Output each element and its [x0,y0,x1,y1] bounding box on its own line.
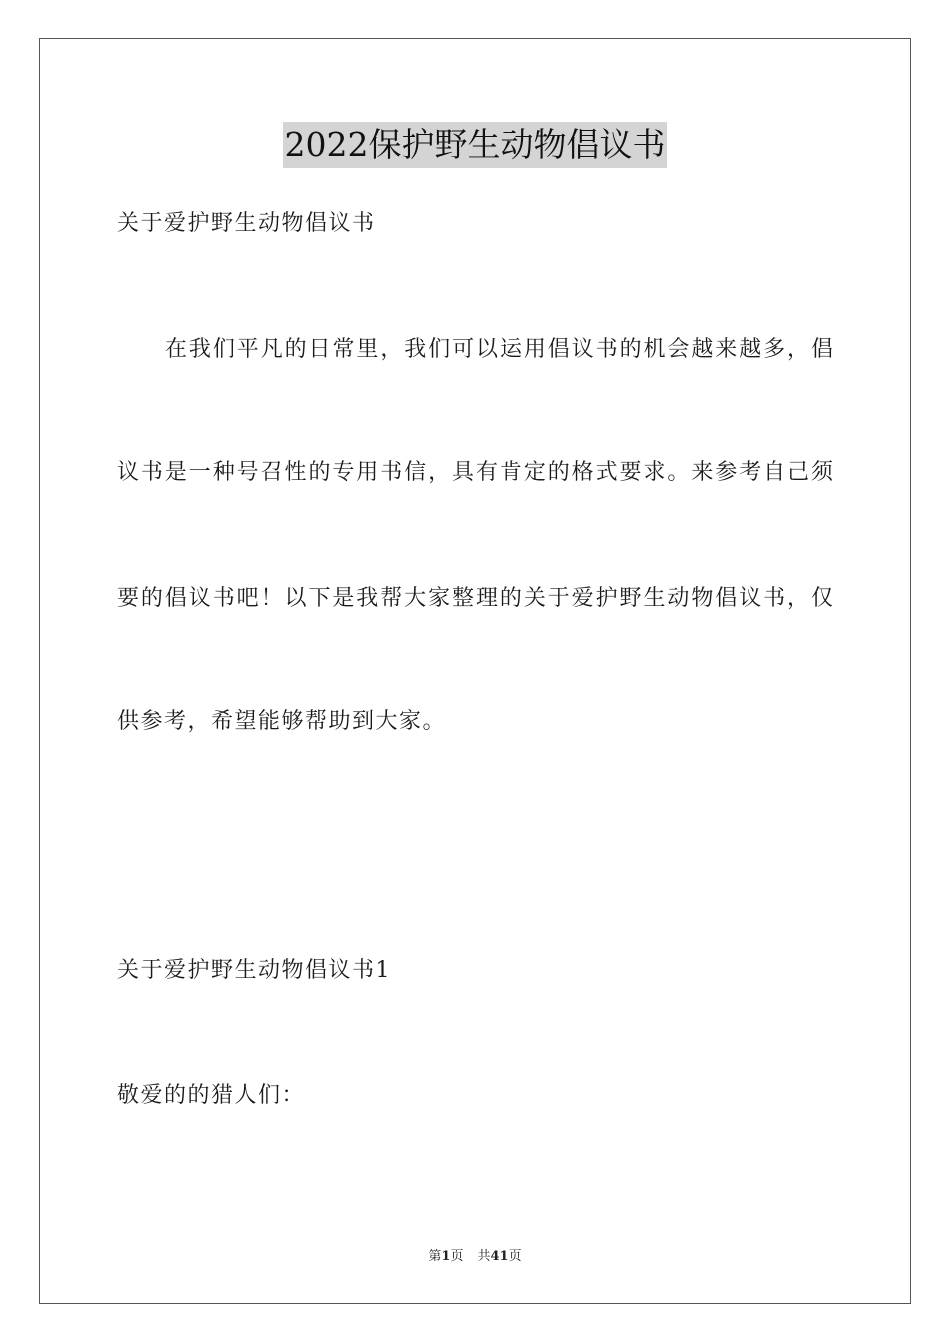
footer-total-prefix: 共 [477,1249,491,1264]
footer-total-suffix: 页 [508,1249,522,1264]
document-title: 2022保护野生动物倡议书 [283,122,668,168]
footer-page-number: 1 [441,1249,451,1264]
intro-line-2: 议书是一种号召性的专用书信，具有肯定的格式要求。来参考自己须 [117,460,833,485]
title-container [0,122,950,168]
footer-total-pages: 41 [490,1249,509,1264]
intro-line-4: 供参考，希望能够帮助到大家。 [117,709,447,734]
section-heading: 关于爱护野生动物倡议书1 [117,958,391,983]
footer-page-suffix: 页 [450,1249,464,1264]
salutation: 敬爱的的猎人们： [117,1083,306,1108]
intro-line-1: 在我们平凡的日常里，我们可以运用倡议书的机会越来越多，倡 [165,337,833,362]
intro-line-3: 要的倡议书吧！以下是我帮大家整理的关于爱护野生动物倡议书，仅 [117,586,833,611]
page-footer [0,1248,950,1266]
footer-page-prefix: 第 [428,1249,442,1264]
document-subtitle: 关于爱护野生动物倡议书 [117,211,376,236]
